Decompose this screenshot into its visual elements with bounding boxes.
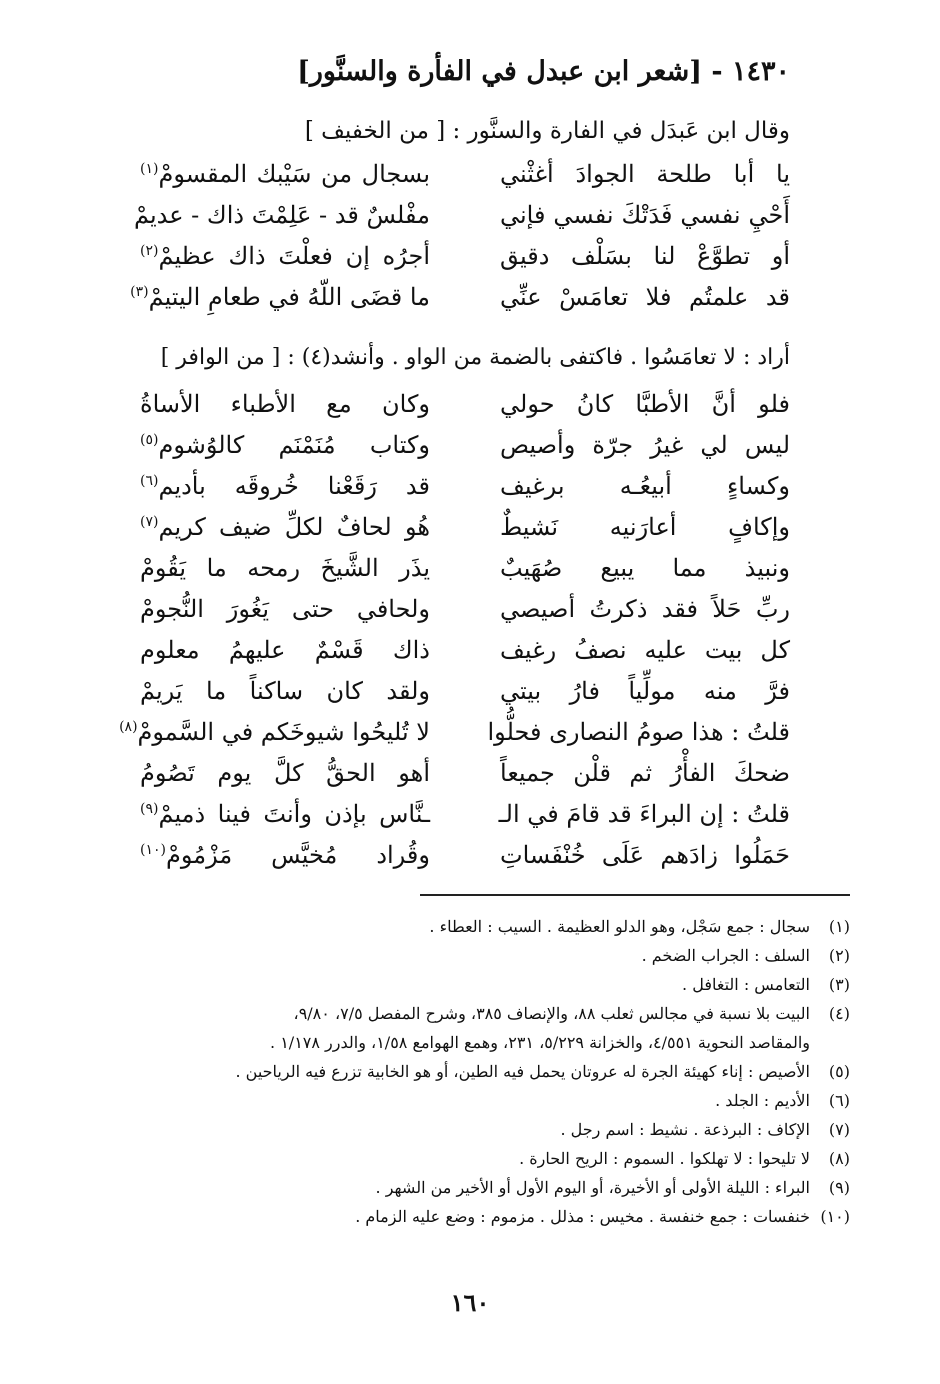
verse-line — [140, 513, 790, 554]
footnote-divider — [420, 894, 850, 896]
poem-khafif — [130, 160, 790, 324]
first-hemistich: قلتُ : إن البراءَ قد قامَ في الـ — [498, 800, 790, 828]
commentary-line: أراد : لا تعامَسُوا . فاكتفى بالضمة من الواو . وأنشد(٤) : [ من الوافر ] — [160, 345, 790, 370]
first-hemistich: قلتُ : هذا صومُ النصارى فحلُّوا — [487, 718, 790, 746]
footnote-ref: (٢) — [140, 243, 159, 259]
second-hemistich — [140, 390, 430, 418]
first-hemistich: أَحْيِ نفسي فَدَتْكَ نفسي فإني — [500, 201, 790, 229]
hemistich-text: أهو الحقُّ كلَّ يوم تَصُومُ — [140, 759, 430, 787]
footnote-item — [80, 1202, 850, 1231]
verse-line — [130, 283, 790, 324]
footnote-text: التعامس : التغافل . — [682, 975, 810, 994]
footnote-text: الأديم : الجلد . — [715, 1091, 810, 1110]
second-hemistich — [140, 841, 430, 869]
footnote-number: (١) — [828, 917, 850, 936]
verse-line — [140, 759, 790, 800]
first-hemistich: ليس لي غيرُ جرّة وأصيص — [500, 431, 790, 459]
footnote-ref: (٥) — [140, 432, 159, 448]
verse-line — [140, 800, 790, 841]
footnote-item — [80, 1115, 850, 1144]
verse-line — [140, 636, 790, 677]
first-hemistich: ونبيذ مما يبيع صُهَيبٌ — [500, 554, 790, 582]
second-hemistich — [130, 283, 430, 311]
footnote-text: خنفسات : جمع خنفسة . مخيس : مذلل . مزموم : وضع عليه الزمام . — [355, 1207, 810, 1226]
footnote-continuation: والمقاصد النحوية ٤/٥٥١، والخزانة ٥/٢٢٩، ٢٣١، وهمع الهوامع ١/٥٨، والدرر ١/١٧٨ . — [270, 1033, 810, 1052]
hemistich-text: ولقد كان ساكناً ما يَريمْ — [140, 677, 430, 705]
footnote-text: البراء : الليلة الأولى أو الأخيرة، أو اليوم الأول أو الأخير من الشهر . — [375, 1178, 810, 1197]
footnote-number: (٧) — [828, 1120, 850, 1139]
first-hemistich: وإكافٍ أعارَنيه نَشيطٌ — [500, 513, 790, 541]
footnote-number: (٦) — [828, 1091, 850, 1110]
footnote-number: (٥) — [828, 1062, 850, 1081]
second-hemistich — [140, 554, 430, 582]
first-hemistich: ضحكَ الفأْرُ ثم قلْن جميعاً — [500, 759, 790, 787]
first-hemistich: قد علمتُم فلا تعامَسْ عنِّي — [500, 283, 790, 311]
footnote-text: لا تليحوا : لا تهلكوا . السموم : الريح الحارة . — [519, 1149, 810, 1168]
hemistich-text: ـنَّاس بإذن وأنتَ فينا ذميمْ — [158, 800, 430, 828]
footnote-item — [80, 941, 850, 970]
verse-line — [140, 160, 790, 201]
verse-line — [140, 841, 790, 882]
footnote-ref: (٩) — [140, 801, 159, 817]
hemistich-text: ولحافي حتى يَغُورَ النُّجومْ — [140, 595, 430, 623]
poem-wafir — [119, 390, 790, 882]
footnote-item — [80, 1057, 850, 1086]
verse-line — [140, 390, 790, 431]
footnote-ref: (٦) — [140, 473, 159, 489]
footnote-text: البيت بلا نسبة في مجالس ثعلب ٨٨، والإنصاف ٣٨٥، وشرح المفصل ٧/٥، ٩/٨٠، — [293, 1004, 810, 1023]
second-hemistich — [140, 800, 430, 828]
hemistich-text: بسجال من سَيْبك المقسومْ — [158, 160, 430, 188]
footnote-item — [80, 1173, 850, 1202]
footnotes — [80, 912, 850, 1231]
hemistich-text: ذاك قَسْمٌ عليهمُ معلوم — [140, 636, 430, 664]
footnote-text: سجال : جمع سَجْل، وهو الدلو العظيمة . السيب : العطاء . — [429, 917, 810, 936]
footnote-text: السلف : الجراب الضخم . — [641, 946, 810, 965]
second-hemistich — [140, 759, 430, 787]
first-hemistich: فلو أنَّ الأطبَّا كانُ حولي — [500, 390, 790, 418]
verse-line — [140, 242, 790, 283]
footnote-number: (٩) — [828, 1178, 850, 1197]
hemistich-text: وقُراد مُخيَّس مَزْمُومْ — [165, 841, 430, 869]
hemistich-text: وكان مع الأطباء الأساةُ — [140, 390, 430, 418]
second-hemistich — [140, 160, 430, 188]
first-hemistich: أو تطوَّعْ لنا بسَلْف دقيق — [500, 242, 790, 270]
second-hemistich — [140, 636, 430, 664]
footnote-item — [80, 912, 850, 941]
footnote-item — [80, 1086, 850, 1115]
page-number: ١٦٠ — [450, 1288, 490, 1317]
hemistich-text: مفْلسٌ قد - عَلِمْتَ ذاك - عديمْ — [133, 201, 430, 229]
verse-line — [140, 472, 790, 513]
footnote-ref: (٣) — [130, 284, 149, 300]
verse-line — [140, 554, 790, 595]
hemistich-text: قد رَقَعْنا خُروقَه بأديم — [158, 472, 430, 500]
first-hemistich: يا أبا طلحة الجوادَ أغثْني — [500, 160, 790, 188]
hemistich-text: وكتاب مُنَمْنَم كالوُشوم — [158, 431, 430, 459]
footnote-item — [80, 970, 850, 999]
footnote-ref: (٧) — [140, 514, 159, 530]
verse-line — [140, 595, 790, 636]
footnote-number: (١٠) — [820, 1207, 850, 1226]
footnote-item — [80, 999, 850, 1028]
first-hemistich: فرَّ منه مولِّياً فارُ بيتي — [500, 677, 790, 705]
footnote-ref: (١) — [140, 161, 159, 177]
footnote-number: (٨) — [828, 1149, 850, 1168]
verse-line — [119, 718, 790, 759]
section-title: ١٤٣٠ - [شعر ابن عبدل في الفأرة والسنَّور] — [297, 56, 790, 87]
first-hemistich: ربِّ حَلاً فقد ذكرتُ أصيصي — [500, 595, 790, 623]
second-hemistich — [140, 677, 430, 705]
footnote-item — [80, 1144, 850, 1173]
hemistich-text: يذَر الشَّيخَ رمحه ما يَقُومْ — [140, 554, 430, 582]
footnote-ref: (١٠) — [140, 842, 166, 858]
verse-line — [140, 677, 790, 718]
verse-line — [140, 431, 790, 472]
footnote-ref: (٨) — [119, 719, 138, 735]
intro-line: وقال ابن عَبدَل في الفارة والسنَّور : [ من الخفيف ] — [304, 118, 790, 144]
hemistich-text: أجرُه إن فعلْتَ ذاك عظيمْ — [158, 242, 430, 270]
second-hemistich — [140, 472, 430, 500]
footnote-text: الأصيص : إناء كهيئة الجرة له عروتان يحمل فيه الطين، أو هو الخابية تزرع فيه الرياحين . — [235, 1062, 810, 1081]
verse-line — [133, 201, 790, 242]
second-hemistich — [133, 201, 430, 229]
first-hemistich: وكساءٍ أبيعُـه برغيف — [500, 472, 790, 500]
hemistich-text: هُو لحافٌ لكلِّ ضيف كريم — [158, 513, 430, 541]
footnote-number: (٣) — [828, 975, 850, 994]
footnote-text: الإكاف : البرذعة . نشيط : اسم رجل . — [560, 1120, 810, 1139]
footnote-number: (٢) — [828, 946, 850, 965]
first-hemistich: حَمَلُوا زادَهم عَلَى خُنْفَساتِ — [500, 841, 790, 869]
second-hemistich — [140, 513, 430, 541]
footnote-number: (٤) — [828, 1004, 850, 1023]
hemistich-text: لا تُليحُوا شيوخَكم في السَّمومْ — [137, 718, 430, 746]
second-hemistich — [140, 431, 430, 459]
second-hemistich — [140, 595, 430, 623]
second-hemistich — [119, 718, 430, 746]
second-hemistich — [140, 242, 430, 270]
hemistich-text: ما قضَى اللّهُ في طعامِ اليتيمْ — [148, 283, 430, 311]
first-hemistich: كل بيت عليه نصفُ رغيف — [500, 636, 790, 664]
